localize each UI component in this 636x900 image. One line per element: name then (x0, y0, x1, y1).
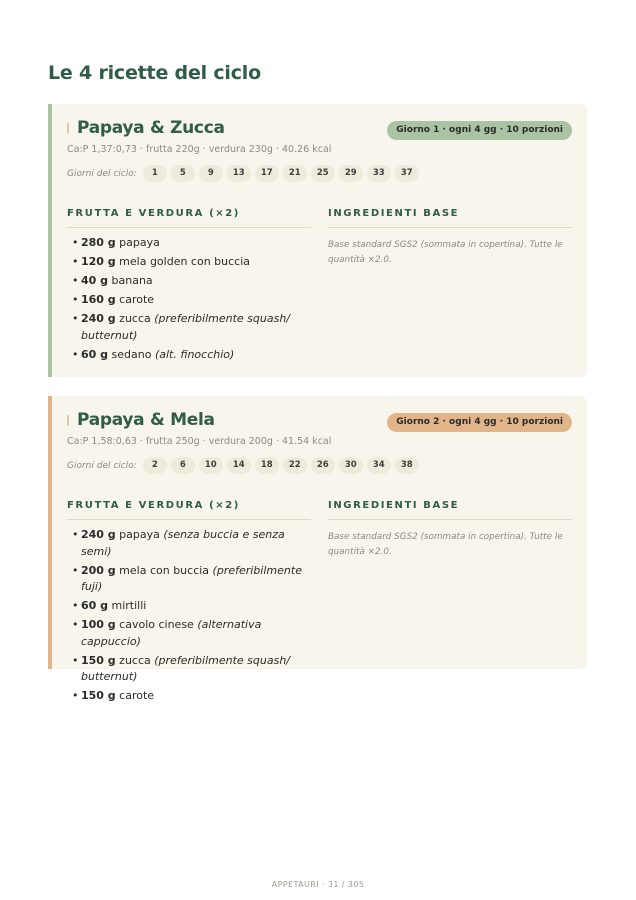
day-chip: 17 (255, 165, 279, 182)
page-title: Le 4 ricette del ciclo (48, 62, 261, 84)
page-footer: APPETAURI · 31 / 305 (271, 880, 365, 889)
ingredient-item (72, 617, 308, 650)
ingredient-note: (preferibilmente fuji) (81, 563, 302, 594)
base-ingredients-heading: INGREDIENTI BASE (328, 500, 460, 511)
recipe-header (67, 409, 215, 431)
ingredient-name: banana (111, 274, 153, 288)
recipe-name: Papaya & Mela (77, 410, 215, 430)
recipe-card (48, 104, 587, 377)
section-divider (328, 519, 572, 520)
ingredient-item (72, 527, 308, 560)
ingredient-qty: 150 g (81, 689, 116, 703)
ingredient-note: (alternativa cappuccio) (81, 618, 262, 648)
ingredient-name: carote (119, 293, 155, 307)
recipe-header (67, 117, 225, 139)
section-divider (67, 519, 311, 520)
fruit-veg-heading: FRUTTA E VERDURA (×2) (67, 500, 240, 511)
day-chip: 13 (227, 165, 251, 182)
ingredient-name: cavolo cinese (119, 618, 194, 632)
ingredient-item (72, 235, 308, 252)
day-chip: 34 (367, 457, 391, 474)
ingredient-name: carote (119, 689, 155, 703)
ingredient-item (72, 563, 308, 596)
recipe-meta: Ca:P 1,58:0,63 · frutta 250g · verdura 200g · 41.54 kcal (67, 436, 332, 447)
section-divider (67, 227, 311, 228)
schedule-badge: Giorno 1 · ogni 4 gg · 10 porzioni (387, 121, 572, 140)
ingredient-item (72, 688, 308, 705)
ingredient-qty: 100 g (81, 618, 116, 632)
fruit-veg-heading: FRUTTA E VERDURA (×2) (67, 208, 240, 219)
day-chip: 22 (283, 457, 307, 474)
day-chip: 5 (171, 165, 195, 182)
day-chip: 38 (395, 457, 419, 474)
recipe-card (48, 396, 587, 703)
card-accent-bar (48, 104, 52, 377)
ingredient-qty: 60 g (81, 347, 109, 361)
ingredient-note: (alt. finocchio) (154, 347, 235, 361)
ingredient-note: (senza buccia e senza semi) (81, 528, 285, 558)
card-accent-bar (48, 396, 52, 669)
bullet-icon: • (72, 563, 79, 577)
day-chip: 37 (395, 165, 419, 182)
ingredient-qty: 240 g (81, 312, 116, 326)
ingredient-item (72, 653, 308, 686)
ingredient-qty: 240 g (81, 528, 116, 541)
recipe-meta: Ca:P 1,37:0,73 · frutta 220g · verdura 230g · 40.26 kcal (67, 144, 332, 155)
day-chip: 10 (199, 457, 223, 474)
day-chip: 33 (367, 165, 391, 182)
ingredient-item (72, 311, 308, 344)
bullet-icon: • (72, 618, 79, 632)
ingredient-qty: 40 g (81, 274, 109, 288)
bullet-icon: • (72, 653, 79, 667)
ingredient-note: (preferibilmente squash/ butternut) (81, 312, 291, 342)
ingredient-list (72, 527, 308, 708)
ingredient-qty: 150 g (81, 653, 116, 667)
ingredient-qty: 60 g (81, 599, 109, 613)
base-ingredients-text: Base standard SGS2 (sommata in copertina). Tutte le quantità ×2.0. (328, 240, 563, 265)
day-chip: 6 (171, 457, 195, 474)
ingredient-qty: 160 g (81, 293, 116, 307)
bullet-icon: • (72, 255, 79, 269)
ingredient-item (72, 254, 308, 271)
bullet-icon: • (72, 347, 79, 361)
ingredient-list (72, 235, 308, 366)
bullet-icon: • (72, 599, 79, 613)
title-marker-icon (67, 415, 69, 426)
ingredient-item (72, 273, 308, 290)
day-chip: 30 (339, 457, 363, 474)
ingredient-item (72, 292, 308, 309)
ingredient-name: papaya (119, 236, 160, 249)
ingredient-name: mirtilli (111, 599, 147, 613)
ingredient-name: papaya (119, 528, 160, 541)
title-marker-icon (67, 123, 69, 134)
bullet-icon: • (72, 236, 79, 249)
day-chip: 2 (143, 457, 167, 474)
ingredient-name: mela golden con buccia (119, 255, 251, 269)
day-chip: 21 (283, 165, 307, 182)
ingredient-name: zucca (119, 312, 151, 326)
section-divider (328, 227, 572, 228)
base-ingredients-heading: INGREDIENTI BASE (328, 208, 460, 219)
schedule-badge: Giorno 2 · ogni 4 gg · 10 porzioni (387, 413, 572, 432)
ingredient-qty: 200 g (81, 563, 116, 577)
day-chip: 9 (199, 165, 223, 182)
day-chip: 18 (255, 457, 279, 474)
day-chip: 25 (311, 165, 335, 182)
ingredient-name: mela con buccia (119, 563, 210, 577)
bullet-icon: • (72, 528, 79, 541)
ingredient-item (72, 598, 308, 615)
ingredient-item (72, 347, 308, 364)
day-chip: 1 (143, 165, 167, 182)
ingredient-qty: 280 g (81, 236, 116, 249)
ingredient-name: sedano (111, 347, 152, 361)
ingredient-note: (preferibilmente squash/ butternut) (81, 653, 291, 684)
cycle-days-label: Giorni del ciclo: (67, 168, 137, 179)
ingredient-qty: 120 g (81, 255, 116, 269)
base-ingredients-text: Base standard SGS2 (sommata in copertina). Tutte le quantità ×2.0. (328, 532, 563, 557)
bullet-icon: • (72, 274, 79, 288)
bullet-icon: • (72, 689, 79, 703)
bullet-icon: • (72, 312, 79, 326)
cycle-days-label: Giorni del ciclo: (67, 460, 137, 471)
day-chip: 29 (339, 165, 363, 182)
day-chip: 14 (227, 457, 251, 474)
ingredient-name: zucca (119, 653, 151, 667)
cycle-days (67, 457, 423, 474)
bullet-icon: • (72, 293, 79, 307)
cycle-days (67, 165, 423, 182)
day-chip: 26 (311, 457, 335, 474)
recipe-name: Papaya & Zucca (77, 118, 225, 138)
